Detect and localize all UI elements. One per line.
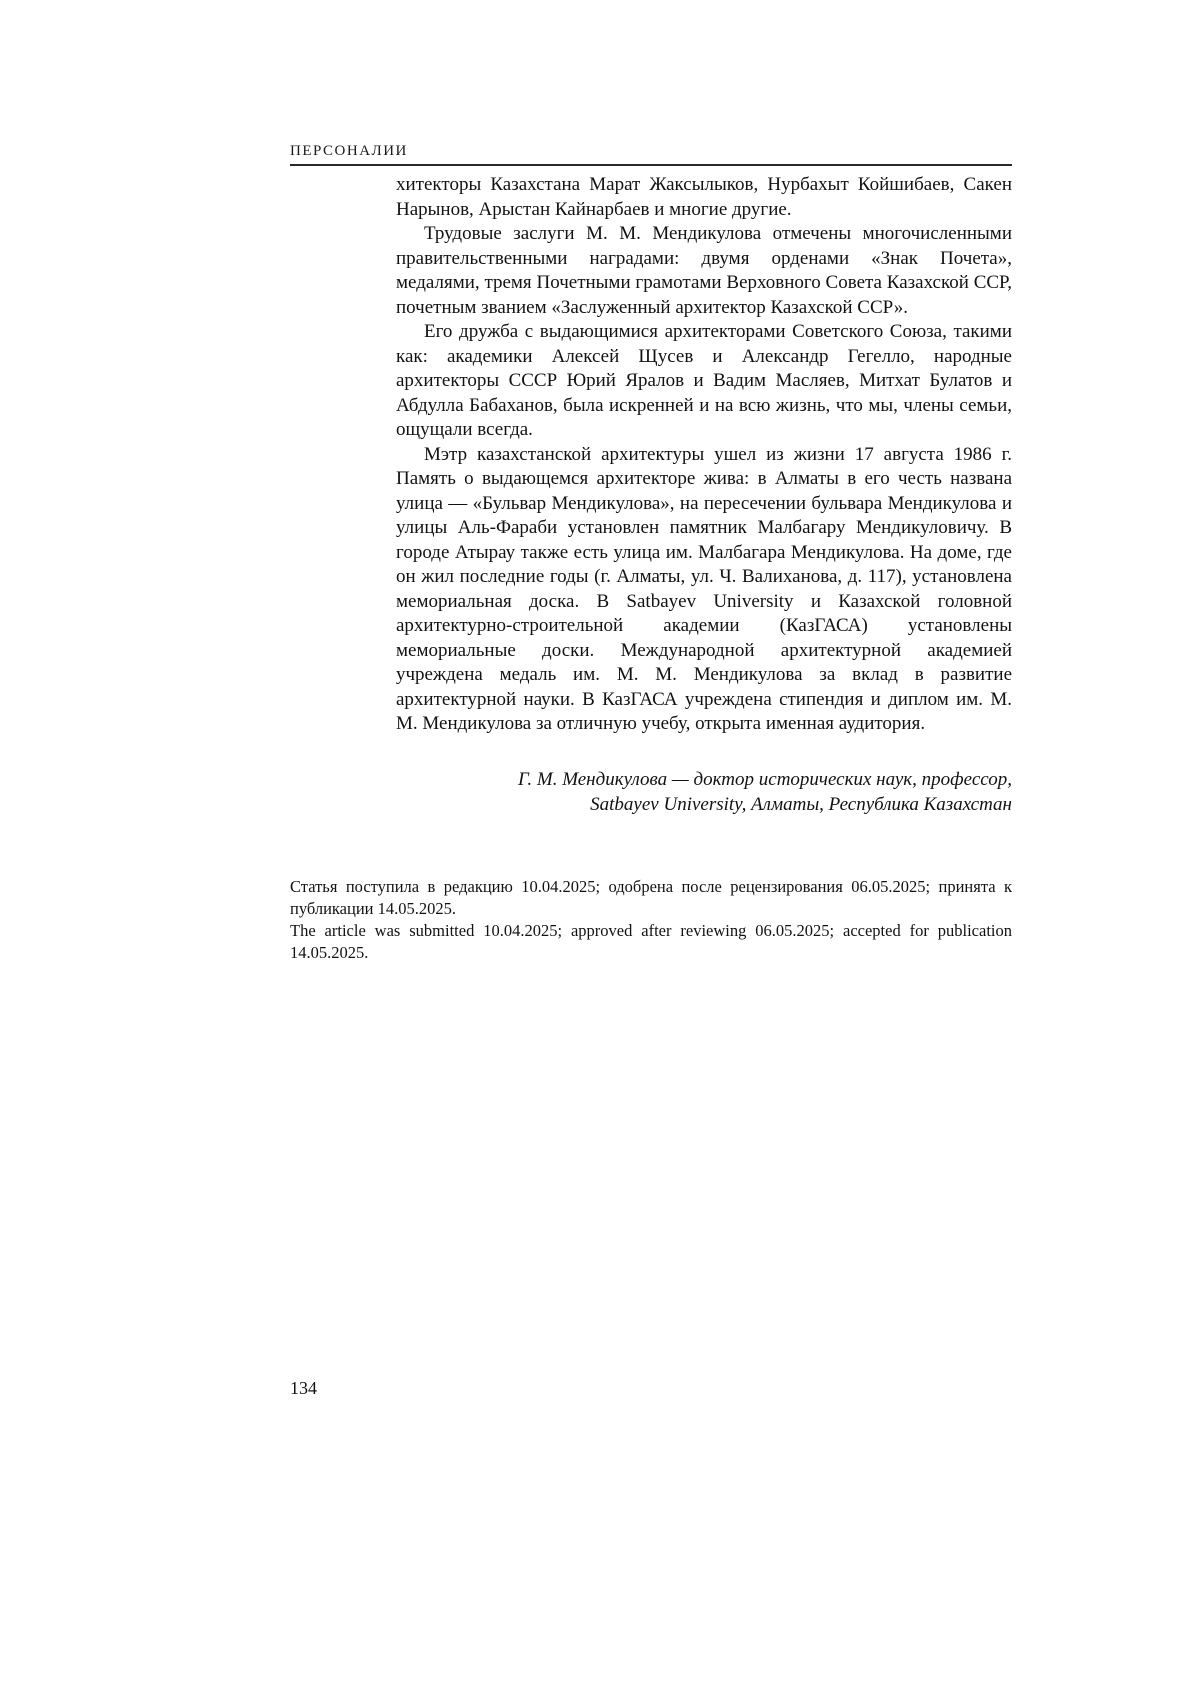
submission-note-english: The article was submitted 10.04.2025; approved after reviewing 06.05.2025; accepted for publication 14.05.2025.	[290, 921, 1012, 962]
author-line-2: Satbayev University, Алматы, Республика Казахстан	[590, 793, 1012, 815]
running-head	[290, 143, 1012, 166]
running-head-text: ПЕРСОНАЛИИ	[290, 143, 408, 159]
paragraph: Его дружба с выдающимися архитекторами Советского Союза, такими как: академики Алексей Щусев и Александр Гегелло, народные архитекторы СССР Юрий Яралов и Вадим Масляев, Митхат Булатов и Абдулла Бабаханов, была искренней и на всю жизнь, что мы, члены семьи, ощущали всегда.	[396, 321, 1012, 440]
paragraph-continuation: хитекторы Казахстана Марат Жаксылыков, Нурбахыт Койшибаев, Сакен Нарынов, Арыстан Кайнарбаев и многие другие.	[396, 174, 1012, 220]
author-line-1: Г. М. Мендикулова — доктор исторических наук, профессор,	[517, 768, 1012, 790]
header-rule	[290, 164, 1012, 166]
submission-note-russian: Статья поступила в редакцию 10.04.2025; одобрена после рецензирования 06.05.2025; принята к публикации 14.05.2025.	[290, 877, 1012, 918]
author-attribution	[396, 767, 1012, 817]
article-body	[396, 173, 1012, 817]
paragraph: Трудовые заслуги М. М. Мендикулова отмечены многочисленными правительственными наградами: двумя орденами «Знак Почета», медалями, тремя Почетными грамотами Верховного Совета Казахской ССР, почетным званием «Заслуженный архитектор Казахской ССР».	[396, 223, 1012, 318]
submission-note	[290, 876, 1012, 964]
page-number: 134	[290, 1378, 317, 1398]
paragraph: Мэтр казахстанской архитектуры ушел из жизни 17 августа 1986 г. Память о выдающемся архитекторе жива: в Алматы в его честь названа улица — «Бульвар Мендикулова», на пересечении бульвара Мендикулова и улицы Аль-Фараби установлен памятник Малбагару Мендикуловичу. В городе Атырау также есть улица им. Малбагара Мендикулова. На доме, где он жил последние годы (г. Алматы, ул. Ч. Валиханова, д. 117), установлена мемориальная доска. В Satbayev University и Казахской головной архитектурно-строительной академии (КазГАСА) установлены мемориальные доски. Международной архитектурной академией учреждена медаль им. М. М. Мендикулова за вклад в развитие архитектурной науки. В КазГАСА учреждена стипендия и диплом им. М. М. Мендикулова за отличную учебу, открыта именная аудитория.	[396, 443, 1012, 734]
